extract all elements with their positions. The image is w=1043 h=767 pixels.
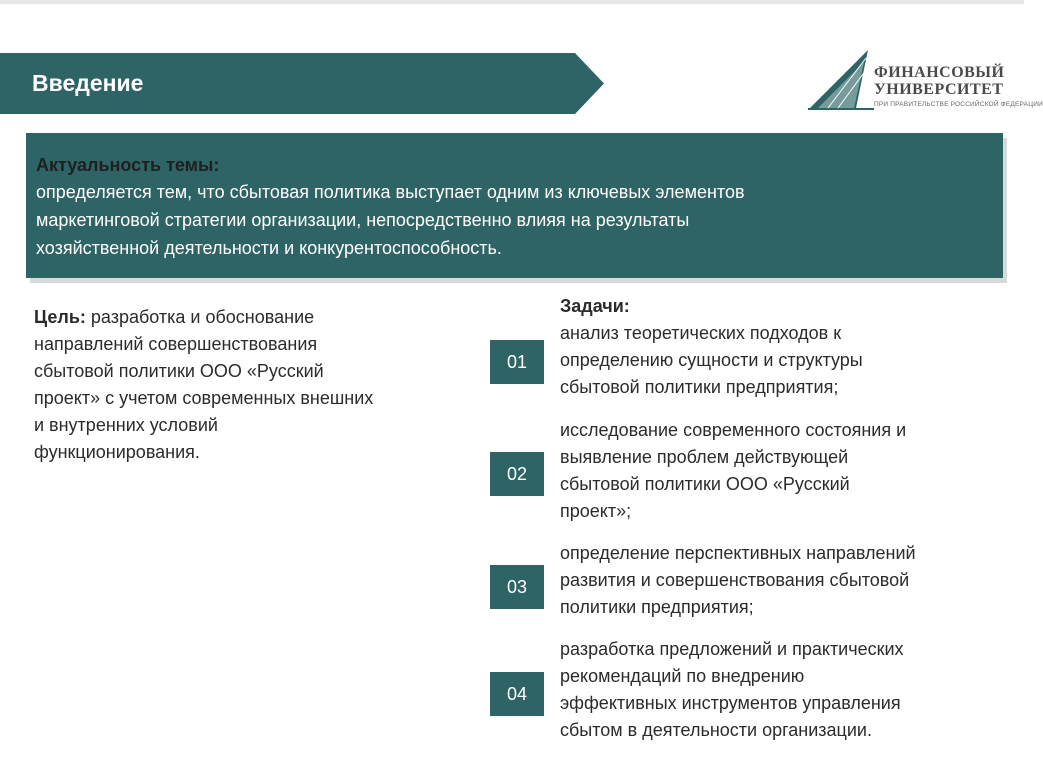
goal-block <box>34 304 474 466</box>
task-line: развития и совершенствования сбытовой <box>560 570 910 590</box>
task-line: проект»; <box>560 501 632 521</box>
task-item <box>560 417 1020 525</box>
task-line: выявление проблем действующей <box>560 447 849 467</box>
task-line: сбытовой политики предприятия; <box>560 377 839 397</box>
task-line: политики предприятия; <box>560 597 754 617</box>
task-item <box>560 320 1020 401</box>
task-line: сбытом в деятельности организации. <box>560 720 872 740</box>
task-number-badge: 04 <box>490 672 544 716</box>
goal-line: проект» с учетом современных внешних <box>34 388 374 408</box>
goal-line: и внутренних условий <box>34 415 218 435</box>
page-title: Введение <box>32 70 144 96</box>
logo-line-2: УНИВЕРСИТЕТ <box>874 81 1004 98</box>
task-line: рекомендаций по внедрению <box>560 666 805 686</box>
goal-line: сбытовой политики ООО «Русский <box>34 361 324 381</box>
logo-emblem-icon <box>808 48 874 114</box>
goal-label: Цель: <box>34 307 86 327</box>
goal-line: функционирования. <box>34 442 200 462</box>
task-line: разработка предложений и практических <box>560 639 904 659</box>
relevance-box <box>26 133 1003 278</box>
task-number-badge: 02 <box>490 452 544 496</box>
top-divider <box>0 0 1024 4</box>
logo-line-3: ПРИ ПРАВИТЕЛЬСТВЕ РОССИЙСКОЙ ФЕДЕРАЦИИ <box>874 101 1043 108</box>
task-item <box>560 540 1020 621</box>
goal-line <box>34 304 474 331</box>
relevance-text <box>36 178 1003 262</box>
task-line: определение перспективных направлений <box>560 543 916 563</box>
task-line: исследование современного состояния и <box>560 420 907 440</box>
relevance-line: хозяйственной деятельности и конкурентоспособность. <box>36 238 502 258</box>
task-line: анализ теоретических подходов к <box>560 323 842 343</box>
task-line: эффективных инструментов управления <box>560 693 901 713</box>
relevance-heading: Актуальность темы: <box>36 155 220 175</box>
task-line: сбытовой политики ООО «Русский <box>560 474 850 494</box>
task-item <box>560 636 1020 744</box>
task-number-badge: 01 <box>490 340 544 384</box>
goal-line: направлений совершенствования <box>34 334 318 354</box>
task-line: определению сущности и структуры <box>560 350 863 370</box>
relevance-line: определяется тем, что сбытовая политика выступает одним из ключевых элементов <box>36 182 745 202</box>
logo-line-1: ФИНАНСОВЫЙ <box>874 64 1005 81</box>
task-number-badge: 03 <box>490 565 544 609</box>
title-banner <box>0 53 604 114</box>
university-logo <box>808 48 1043 114</box>
goal-text: разработка и обоснование <box>85 307 315 327</box>
tasks-heading: Задачи: <box>560 296 630 316</box>
relevance-line: маркетинговой стратегии организации, непосредственно влияя на результаты <box>36 210 690 230</box>
